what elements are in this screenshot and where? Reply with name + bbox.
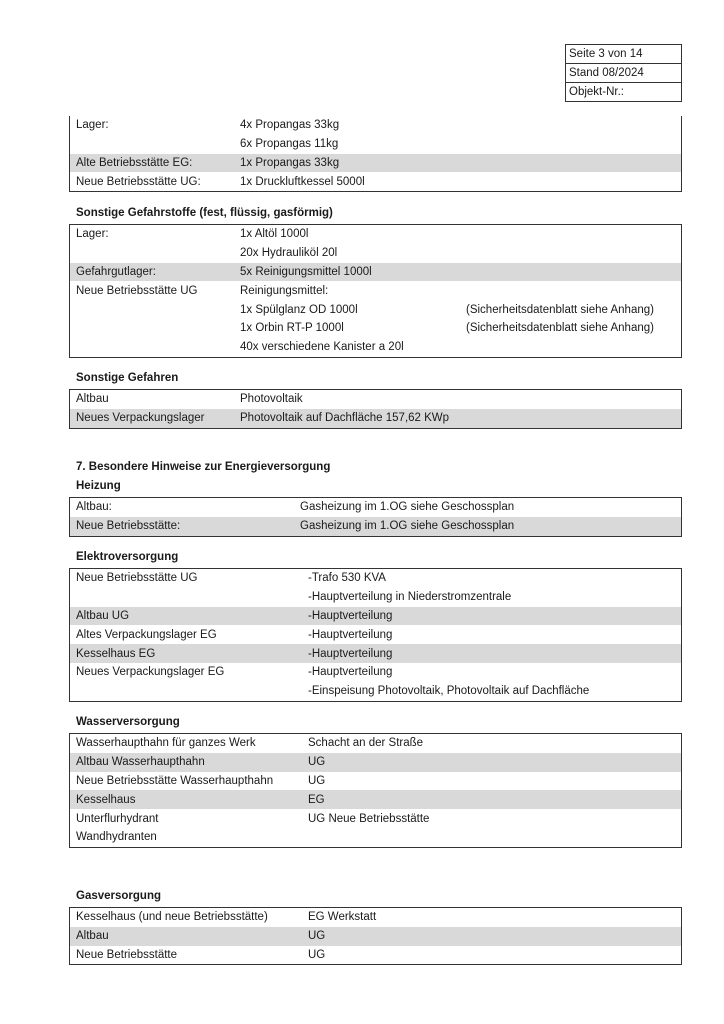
table-row: Gefahrgutlager: 5x Reinigungsmittel 1000l xyxy=(70,263,682,282)
table-row: Altbau UG -Hauptverteilung xyxy=(70,607,682,626)
table-row: 6x Propangas 11kg xyxy=(240,138,339,151)
table-row: 1x Spülglanz OD 1000l (Sicherheitsdatenblatt siehe Anhang) xyxy=(240,303,654,316)
table-row: Kesselhaus EG xyxy=(70,790,682,809)
gas-table xyxy=(69,907,682,965)
table-row: Kesselhaus EG -Hauptverteilung xyxy=(70,644,682,663)
document-date: Stand 08/2024 xyxy=(566,64,681,83)
table-row: Neue Betriebsstätte UG: 1x Druckluftkessel 5000l xyxy=(76,175,365,188)
section-heading-hazardous-substances: Sonstige Gefahrstoffe (fest, flüssig, gasförmig) xyxy=(76,207,333,219)
electrical-table xyxy=(69,568,682,702)
table-row: Altbau UG xyxy=(70,927,682,946)
section-heading-gas: Gasversorgung xyxy=(76,890,161,902)
table-row: -Hauptverteilung in Niederstromzentrale xyxy=(308,591,512,604)
table-row: Wasserhaupthahn für ganzes Werk Schacht an der Straße xyxy=(76,737,424,750)
table-row: Neue Betriebsstätte UG -Trafo 530 KVA xyxy=(76,572,386,585)
table-row: Altbau: Gasheizung im 1.OG siehe Geschossplan xyxy=(76,501,515,514)
table-row: 40x verschiedene Kanister a 20l xyxy=(240,341,404,354)
water-table xyxy=(69,733,682,848)
table-row: Kesselhaus (und neue Betriebsstätte) EG Werkstatt xyxy=(76,911,377,924)
table-row: Alte Betriebsstätte EG: 1x Propangas 33kg xyxy=(70,154,682,173)
section-heading-water: Wasserversorgung xyxy=(76,716,180,728)
page-number: Seite 3 von 14 xyxy=(566,45,681,64)
table-row: Wandhydranten xyxy=(76,831,157,844)
heating-table xyxy=(69,497,682,537)
table-row: Neues Verpackungslager EG -Hauptverteilung xyxy=(76,666,393,679)
section-7-heading: 7. Besondere Hinweise zur Energieversorgung xyxy=(76,461,331,473)
object-number: Objekt-Nr.: xyxy=(569,86,624,98)
table-row: Neue Betriebsstätte Wasserhaupthahn UG xyxy=(76,774,326,787)
table-row: Neues Verpackungslager Photovoltaik auf Dachfläche 157,62 KWp xyxy=(70,409,682,428)
table-row: Altbau Photovoltaik xyxy=(76,393,303,406)
page-header-box xyxy=(565,44,682,102)
table-row: 1x Orbin RT-P 1000l (Sicherheitsdatenblatt siehe Anhang) xyxy=(240,322,654,335)
table-row: Altes Verpackungslager EG -Hauptverteilung xyxy=(76,628,393,641)
pressurized-gas-table xyxy=(69,116,682,192)
table-row: Altbau Wasserhaupthahn UG xyxy=(70,753,682,772)
section-heading-heating: Heizung xyxy=(76,480,121,492)
other-hazards-table xyxy=(69,389,682,429)
table-row: Lager: 1x Altöl 1000l xyxy=(76,228,309,241)
table-row: Lager: 4x Propangas 33kg xyxy=(76,119,340,132)
section-heading-electrical: Elektroversorgung xyxy=(76,551,179,563)
table-row: Neue Betriebsstätte UG xyxy=(76,948,326,961)
table-row: Neue Betriebsstätte UG Reinigungsmittel: xyxy=(76,284,329,297)
section-heading-other-hazards: Sonstige Gefahren xyxy=(76,372,179,384)
table-row: Unterflurhydrant UG Neue Betriebsstätte xyxy=(76,812,430,825)
table-row: 20x Hydrauliköl 20l xyxy=(240,247,338,260)
table-row: -Einspeisung Photovoltaik, Photovoltaik auf Dachfläche xyxy=(308,685,590,698)
hazardous-substances-table xyxy=(69,224,682,358)
table-row: Neue Betriebsstätte: Gasheizung im 1.OG siehe Geschossplan xyxy=(70,517,682,536)
